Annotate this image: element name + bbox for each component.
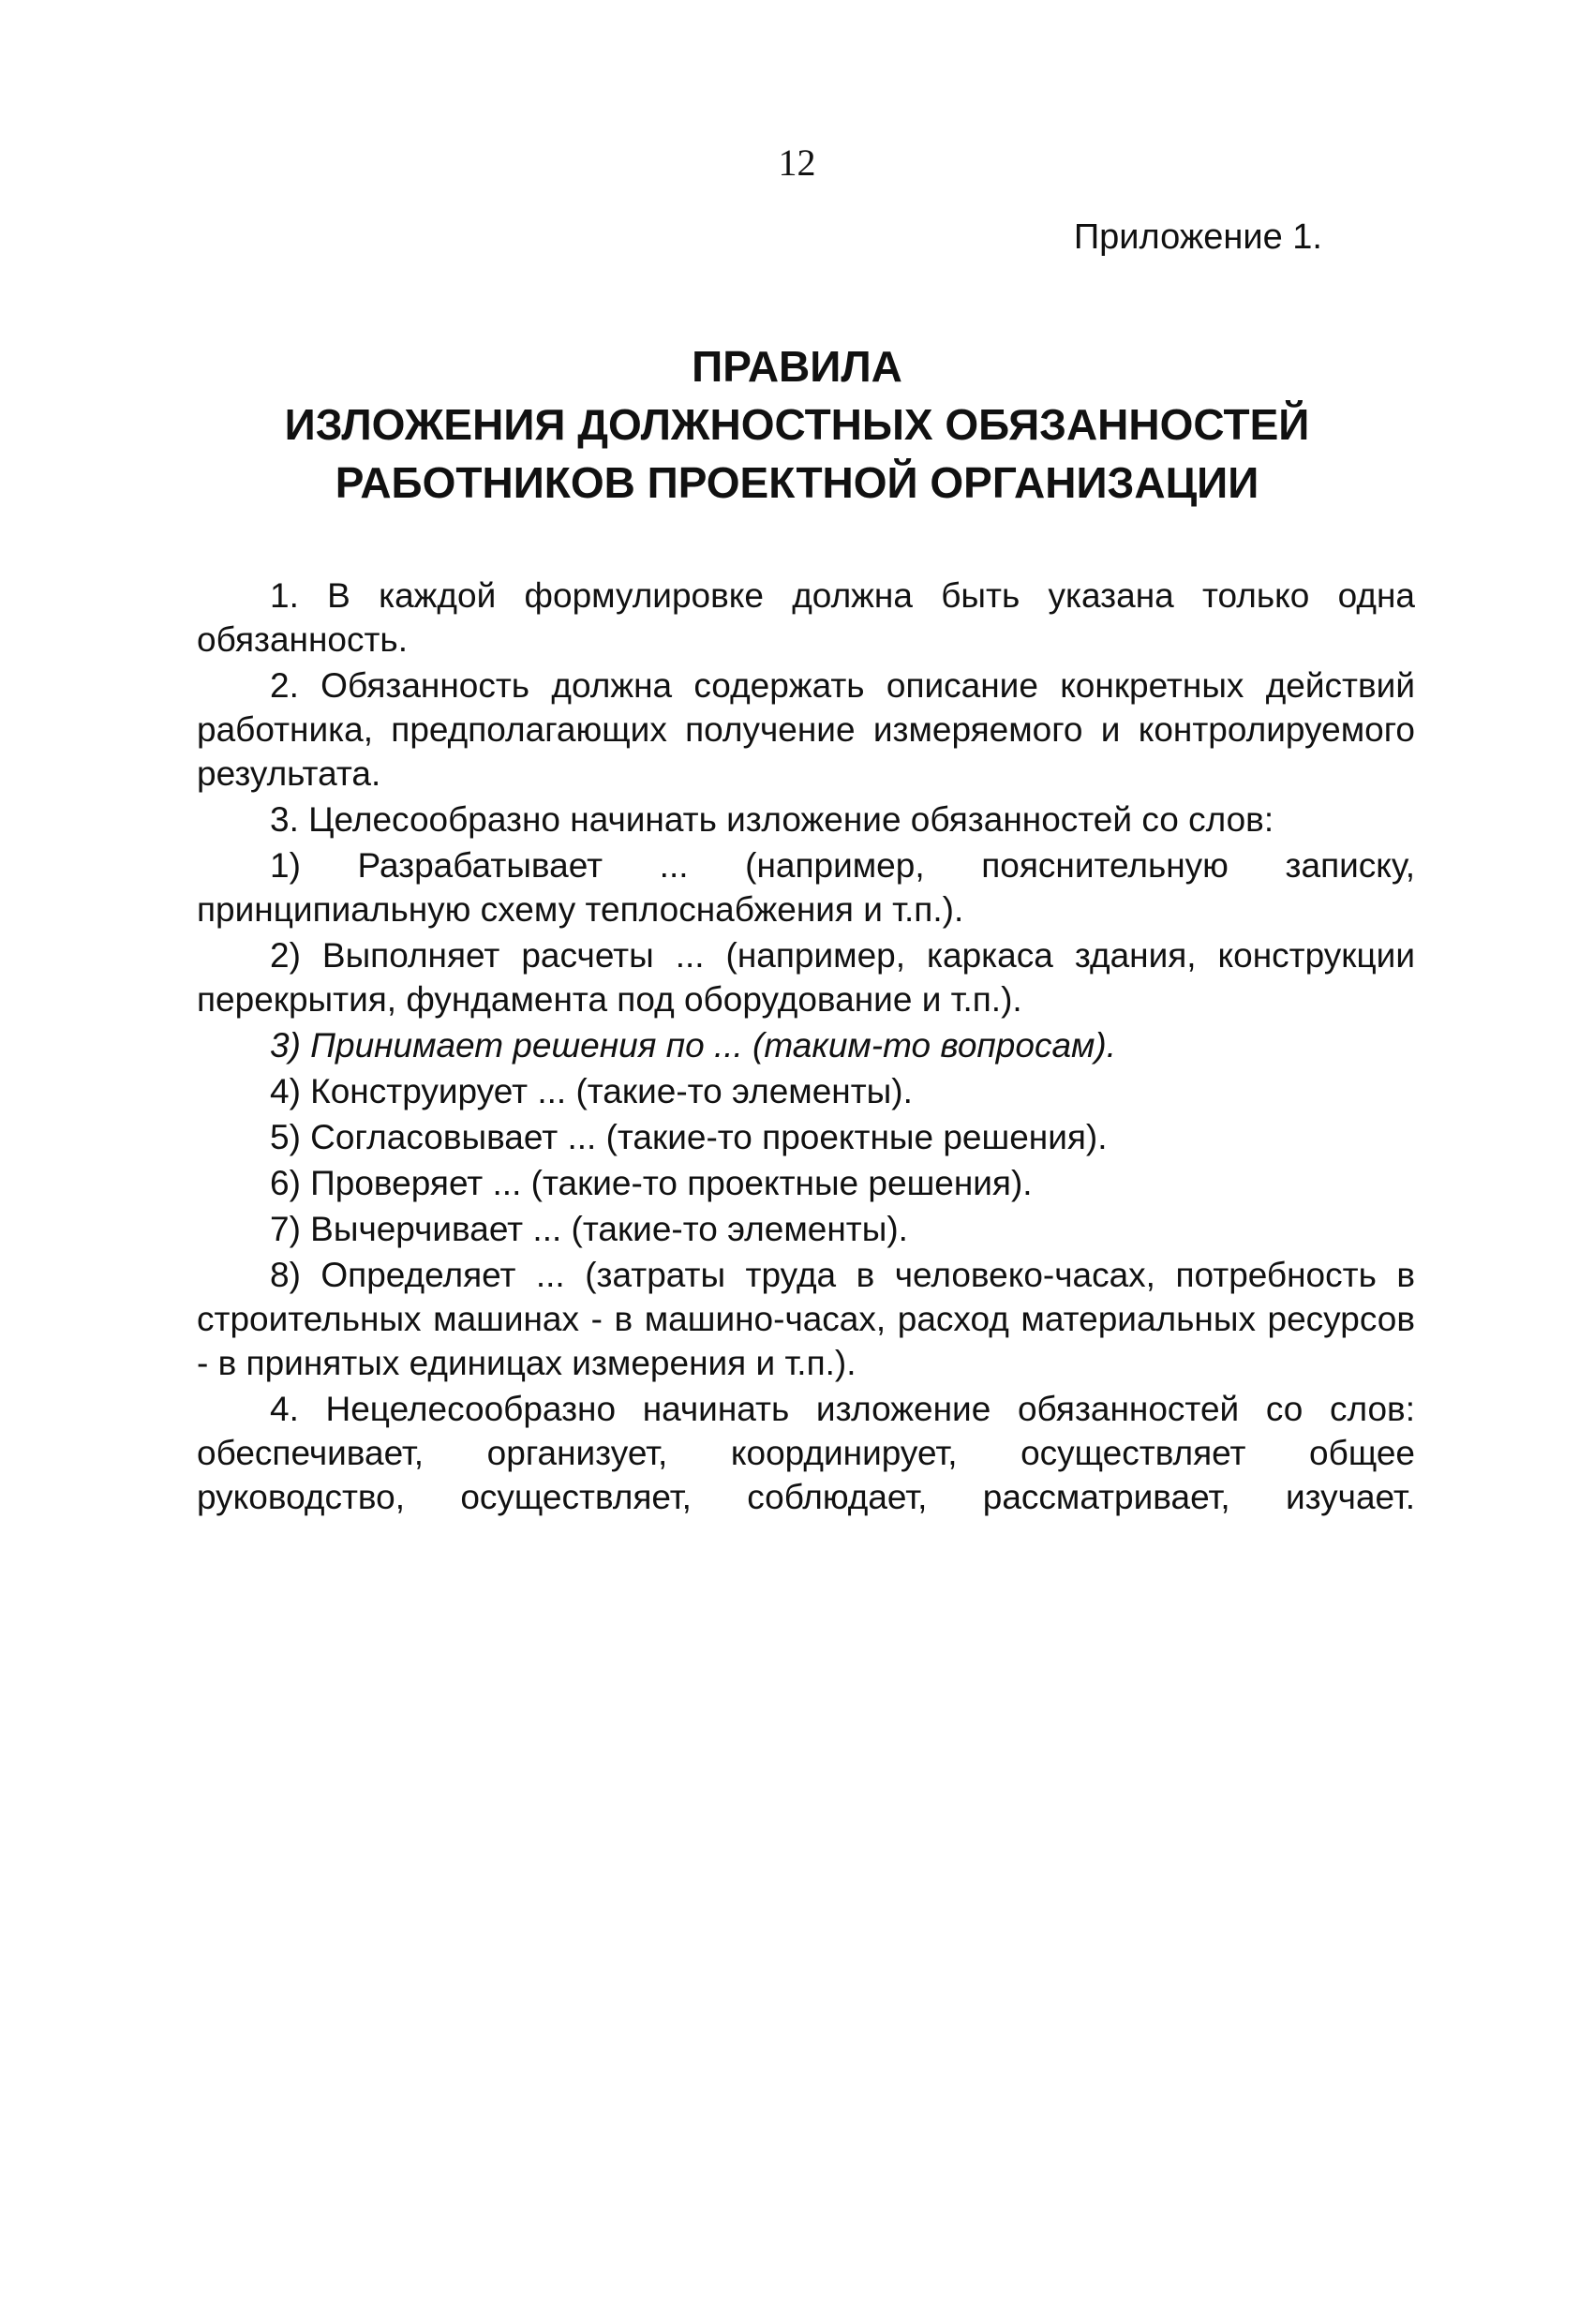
rule-3-item-8: 8) Определяет ... (затраты труда в человеко-часах, потребность в строительных машинах - в машино-часах, расход материальных ресурсов - в принятых единицах измерения и т.п.). <box>197 1256 1415 1382</box>
rule-2: 2. Обязанность должна содержать описание конкретных действий работника, предполагающих получение измеряемого и контролируемого результата. <box>197 666 1415 793</box>
rule-1: 1. В каждой формулировке должна быть указана только одна обязанность. <box>197 576 1415 659</box>
rules-body <box>197 574 1415 1521</box>
rule-4: 4. Нецелесообразно начинать изложение обязанностей со слов: обеспечивает, организует, координирует, осуществляет общее руководство, осуществляет, соблюдает, рассматривает, изучает. <box>197 1390 1415 1516</box>
document-title <box>0 337 1594 512</box>
rule-3-item-6: 6) Проверяет ... (такие-то проектные решения). <box>270 1164 1033 1202</box>
rule-3-item-7: 7) Вычерчивает ... (такие-то элементы). <box>270 1210 908 1248</box>
title-line-2: ИЗЛОЖЕНИЯ ДОЛЖНОСТНЫХ ОБЯЗАННОСТЕЙ <box>284 400 1310 449</box>
rule-3: 3. Целесообразно начинать изложение обязанностей со слов: <box>270 800 1274 839</box>
title-line-1: ПРАВИЛА <box>692 342 902 391</box>
appendix-label: Приложение 1. <box>1073 217 1322 257</box>
title-line-3: РАБОТНИКОВ ПРОЕКТНОЙ ОРГАНИЗАЦИИ <box>335 458 1259 507</box>
page-number: 12 <box>778 142 816 184</box>
rule-3-item-3: 3) Принимает решения по ... (таким-то вопросам). <box>270 1026 1116 1065</box>
rule-3-item-4: 4) Конструирует ... (такие-то элементы). <box>270 1072 913 1110</box>
rule-3-item-5: 5) Согласовывает ... (такие-то проектные решения). <box>270 1118 1108 1156</box>
rule-3-item-2: 2) Выполняет расчеты ... (например, каркаса здания, конструкции перекрытия, фундамента под оборудование и т.п.). <box>197 936 1415 1019</box>
rule-3-item-1: 1) Разрабатывает ... (например, пояснительную записку, принципиальную схему теплоснабжения и т.п.). <box>197 846 1415 929</box>
